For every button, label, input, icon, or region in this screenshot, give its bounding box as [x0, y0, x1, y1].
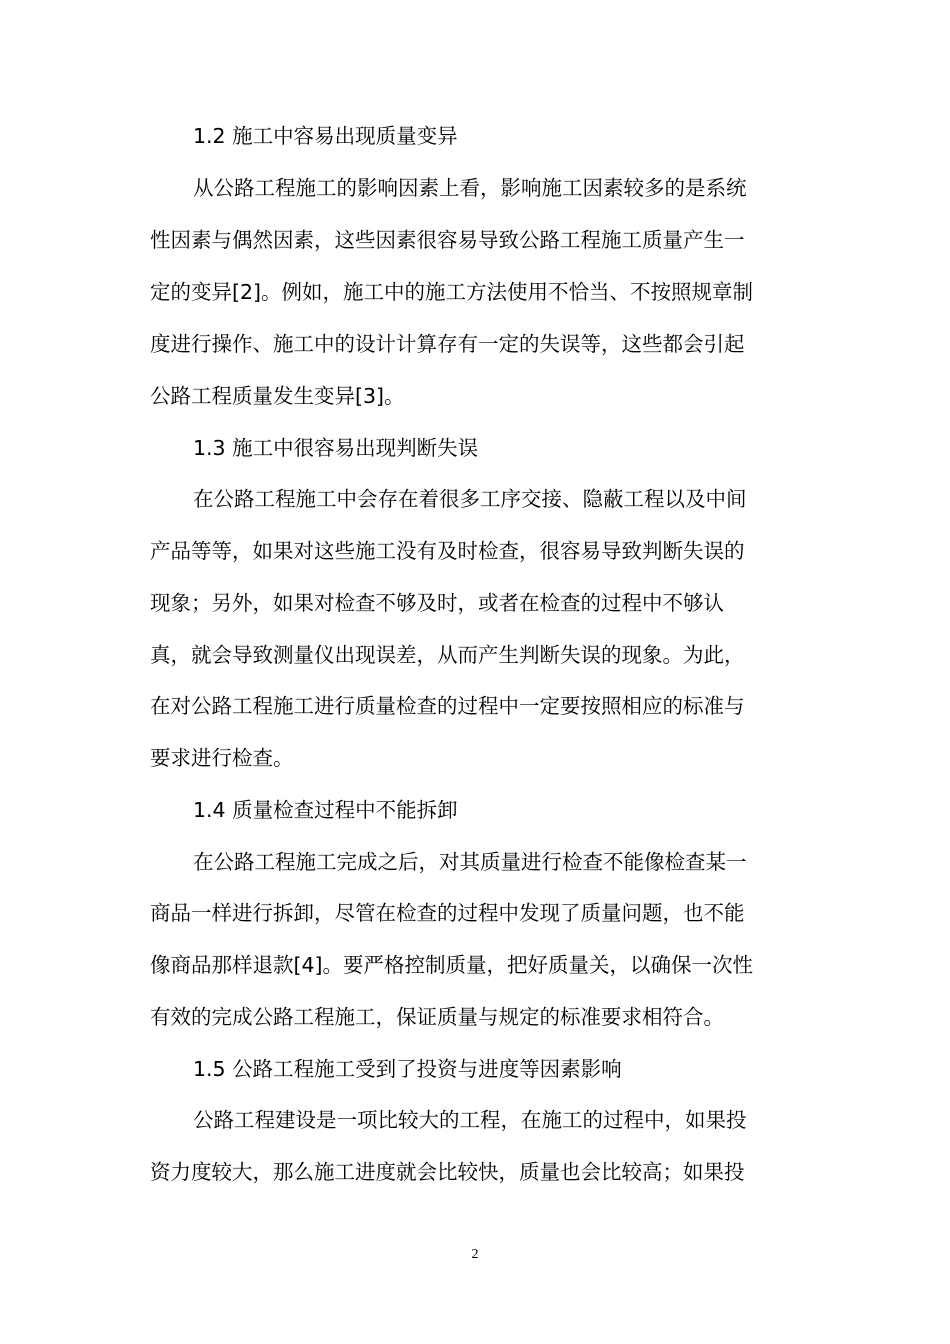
heading-1-2: 1.2 施工中容易出现质量变异 — [193, 124, 458, 148]
heading-1-4: 1.4 质量检查过程中不能拆卸 — [193, 798, 458, 822]
paragraph-line: 性因素与偶然因素，这些因素很容易导致公路工程施工质量产生一 — [150, 228, 745, 252]
paragraph-line: 从公路工程施工的影响因素上看，影响施工因素较多的是系统 — [193, 176, 747, 200]
paragraph-line: 商品一样进行拆卸，尽管在检查的过程中发现了质量问题，也不能 — [150, 901, 745, 925]
paragraph-line: 像商品那样退款[4]。要严格控制质量，把好质量关，以确保一次性 — [150, 953, 754, 977]
paragraph-line: 真，就会导致测量仪出现误差，从而产生判断失误的现象。为此， — [150, 643, 745, 667]
paragraph-line: 度进行操作、施工中的设计计算存有一定的失误等，这些都会引起 — [150, 332, 745, 356]
paragraph-line: 公路工程建设是一项比较大的工程，在施工的过程中，如果投 — [193, 1108, 747, 1132]
paragraph-line: 现象；另外，如果对检查不够及时，或者在检查的过程中不够认 — [150, 591, 724, 615]
paragraph-line: 有效的完成公路工程施工，保证质量与规定的标准要求相符合。 — [150, 1005, 724, 1029]
paragraph-line: 公路工程质量发生变异[3]。 — [150, 384, 405, 408]
page-number: 2 — [471, 1247, 479, 1262]
heading-1-5: 1.5 公路工程施工受到了投资与进度等因素影响 — [193, 1057, 622, 1081]
paragraph-line: 在公路工程施工中会存在着很多工序交接、隐蔽工程以及中间 — [193, 487, 747, 511]
heading-1-3: 1.3 施工中很容易出现判断失误 — [193, 436, 479, 460]
paragraph-line: 在对公路工程施工进行质量检查的过程中一定要按照相应的标准与 — [150, 694, 745, 718]
paragraph-line: 在公路工程施工完成之后，对其质量进行检查不能像检查某一 — [193, 850, 747, 874]
paragraph-line: 要求进行检查。 — [150, 746, 294, 770]
paragraph-line: 产品等等，如果对这些施工没有及时检查，很容易导致判断失误的 — [150, 539, 745, 563]
paragraph-line: 定的变异[2]。例如，施工中的施工方法使用不恰当、不按照规章制 — [150, 280, 754, 304]
paragraph-line: 资力度较大，那么施工进度就会比较快，质量也会比较高；如果投 — [150, 1160, 745, 1184]
